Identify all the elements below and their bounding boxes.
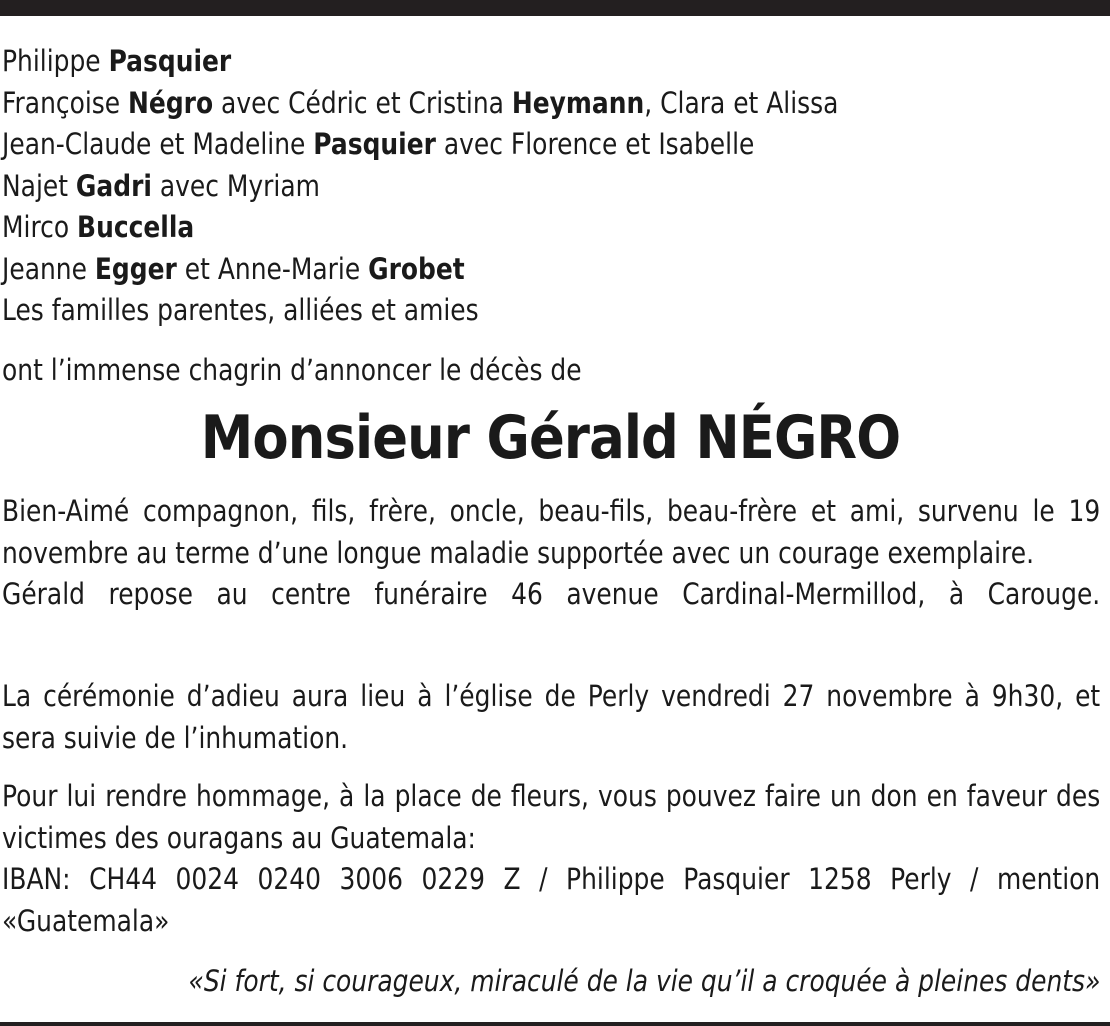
family-list (2, 41, 1102, 391)
family-line: Jean-Claude et Madeline Pasquier avec Florence et Isabelle (2, 127, 755, 161)
paragraph-ceremony: La cérémonie d’adieu aura lieu à l’église de Perly vendredi 27 novembre à 9h30, et sera suivie de l’inhumation. (2, 679, 1101, 755)
announce-text: ont l’immense chagrin d’annoncer le décès de (2, 352, 582, 387)
family-line: Najet Gadri avec Myriam (2, 168, 320, 203)
family-line: Mirco Buccella (2, 210, 195, 244)
family-line: Jeanne Egger et Anne-Marie Grobet (2, 251, 465, 286)
paragraph-tribute: Bien-Aimé compagnon, fils, frère, oncle, beau-fils, beau-frère et ami, survenu le 19 novembre au terme d’une longue maladie supportée avec un courage exemplaire. Gérald repose au centre funéraire 46 avenue Cardinal-Mermillod, à Carouge. (2, 494, 1101, 611)
bottom-rule (0, 1022, 1110, 1026)
deceased-name: Monsieur Gérald NÉGRO (200, 403, 900, 473)
paragraph-donation: Pour lui rendre hommage, à la place de fleurs, vous pouvez faire un don en faveur des victimes des ouragans au Guatemala: IBAN: CH44 0024 0240 3006 0229 Z / Philippe Pasquier 1258 Perly / mention «Guatemala» (2, 779, 1101, 938)
closing-quote: «Si fort, si courageux, miraculé de la vie qu’il a croquée à pleines dents» (188, 964, 1100, 998)
top-rule (0, 0, 1110, 16)
family-line: Françoise Négro avec Cédric et Cristina Heymann, Clara et Alissa (2, 85, 839, 120)
family-line: Philippe Pasquier (2, 44, 232, 78)
family-line: Les familles parentes, alliées et amies (2, 293, 479, 327)
